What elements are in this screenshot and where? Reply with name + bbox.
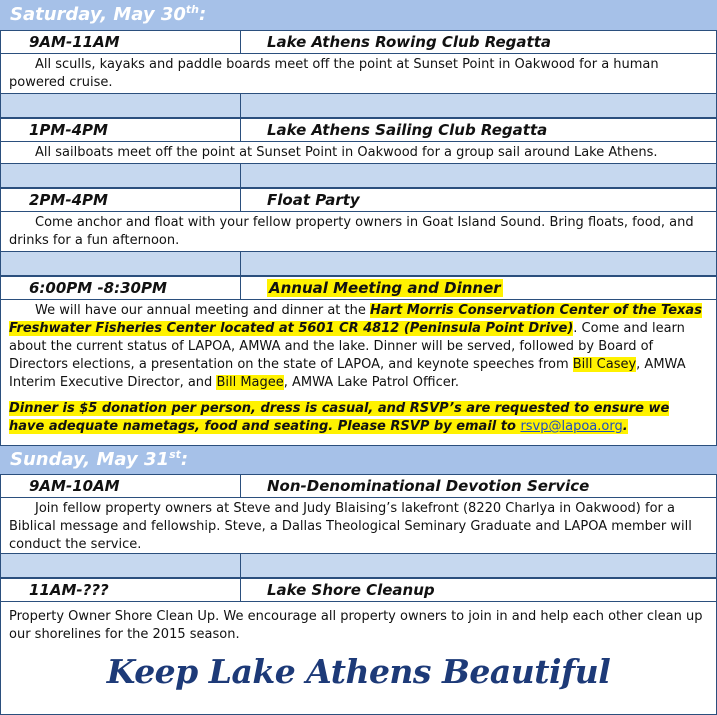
speaker-casey-role: , AMWA Interim Executive Director, and [9,357,686,390]
event-description [1,602,716,644]
rsvp-note [9,400,708,436]
meeting-agenda: . Come and learn about the current status of LAPOA, AMWA and the lake. Dinner will be served, followed by Board of Directors elections, a presentation on the state of LAPOA, and keynote speeches from [9,321,685,372]
day-header-saturday [0,0,717,30]
event-time-row [0,276,717,300]
slogan: Keep Lake Athens Beautiful [106,652,611,691]
event-description-text: Property Owner Shore Clean Up. We encourage all property owners to join in and help each other clean up our shorelines for the 2015 season. [9,609,703,642]
event-description [0,54,717,94]
event-description [0,212,717,252]
event-time: 2PM-4PM [1,189,241,211]
meeting-venue: Hart Morris Conservation Center of the Texas Freshwater Fisheries Center located at 5601 CR 4812 (Peninsula Point Drive) [9,303,702,336]
event-title: Lake Athens Sailing Club Regatta [267,121,548,139]
event-title: Lake Shore Cleanup [267,581,435,599]
speaker-bill-casey: Bill Casey [572,357,637,372]
event-time: 9AM-10AM [1,475,241,497]
meeting-details [9,302,708,392]
event-time-row [0,474,717,498]
event-time-row [0,118,717,142]
rsvp-note-text: Dinner is $5 donation per person, dress is casual, and RSVP’s are requested to ensure we have adequate nametags, food and seating. Please RSVP by email to [9,401,670,434]
event-time-row [0,578,717,602]
sunday-suffix: : [180,449,189,470]
sunday-label: Sunday, May 31 [10,449,170,470]
event-description [0,300,717,446]
spacer-row [0,554,717,578]
event-title: Non-Denominational Devotion Service [267,477,590,495]
meeting-intro: We will have our annual meeting and dinner at the [35,303,370,318]
event-time: 9AM-11AM [1,31,241,53]
spacer-row [0,252,717,276]
event-description-text: All sailboats meet off the point at Sunset Point in Oakwood for a group sail around Lake Athens. [35,145,658,160]
event-time: 1PM-4PM [1,119,241,141]
event-description [0,142,717,164]
event-time: 11AM-??? [1,579,241,601]
event-title-highlight: Annual Meeting and Dinner [269,279,501,297]
event-time: 6:00PM -8:30PM [1,277,241,299]
saturday-label: Saturday, May 30 [10,4,186,25]
event-description-text: Come anchor and float with your fellow property owners in Goat Island Sound. Bring floats, food, and drinks for a fun afternoon. [9,215,694,248]
event-title: Lake Athens Rowing Club Regatta [267,33,551,51]
event-title [241,277,716,299]
event-description-text: All sculls, kayaks and paddle boards meet off the point at Sunset Point in Oakwood for a human powered cruise. [9,57,659,90]
event-description [0,498,717,554]
speaker-bill-magee: Bill Magee [216,375,284,390]
spacer-row [0,164,717,188]
event-description-text: Join fellow property owners at Steve and Judy Blaising’s lakefront (8220 Charlya in Oakwood) for a Biblical message and fellowship. Steve, a Dallas Theological Seminary Graduate and LAPOA member will conduct the service. [9,501,692,552]
speaker-magee-role: , AMWA Lake Patrol Officer. [283,375,460,390]
saturday-sup: th [185,3,199,16]
rsvp-email-link[interactable]: rsvp@lapoa.org [520,419,623,434]
event-time-row [0,30,717,54]
saturday-suffix: : [198,4,207,25]
spacer-row [0,94,717,118]
rsvp-note-end: . [622,419,628,434]
day-header-sunday [0,446,717,474]
sunday-sup: st [169,448,181,461]
event-title: Float Party [267,191,360,209]
event-time-row [0,188,717,212]
